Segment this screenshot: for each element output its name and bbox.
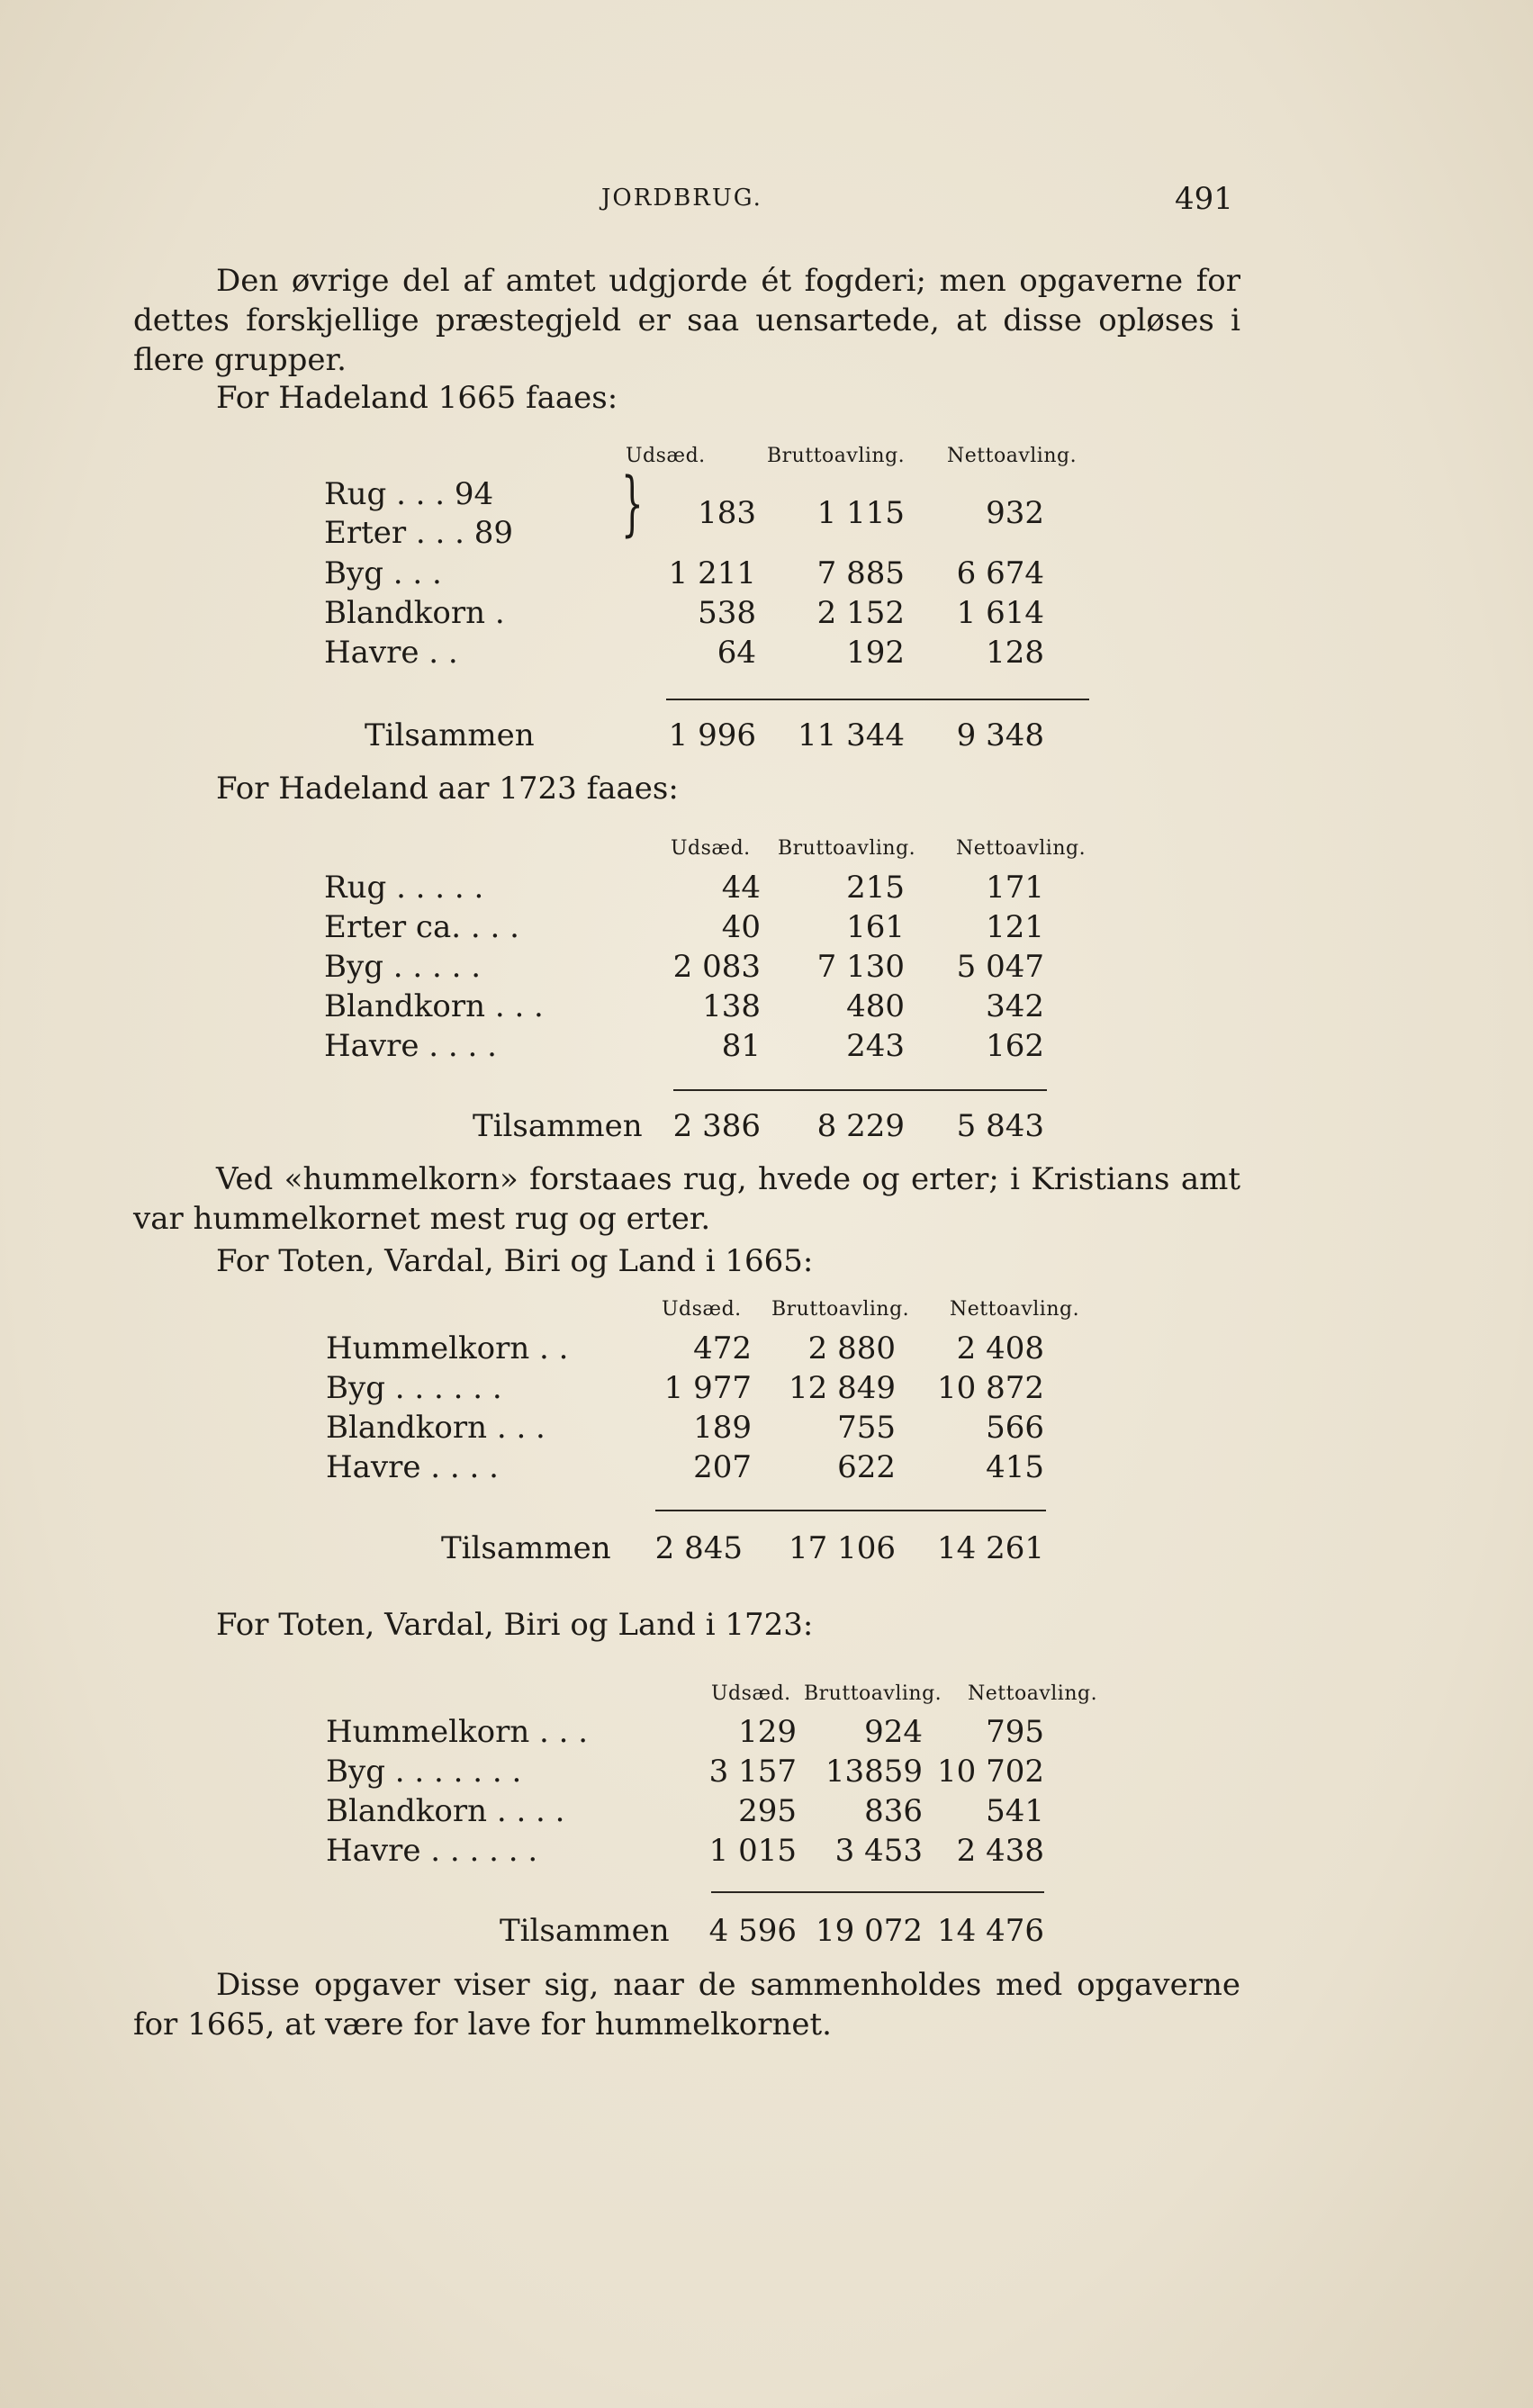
table2-total-seed: 2 386 [672, 1108, 761, 1144]
table4-header-net: Nettoavling. [968, 1682, 1098, 1705]
table4-row-hummelkorn-gross: 924 [864, 1714, 923, 1750]
table2-row-blandkorn-seed: 138 [702, 988, 761, 1024]
table2-total-net: 5 843 [956, 1108, 1044, 1144]
table4-total-net: 14 476 [937, 1913, 1044, 1949]
table1-row-havre-gross: 192 [846, 635, 905, 671]
table4-header-seed: Udsæd. [711, 1682, 791, 1705]
table1-header-seed: Udsæd. [626, 445, 706, 467]
table2-row-rug-label: Rug . . . . . [324, 870, 484, 906]
table3-total-net: 14 261 [937, 1530, 1044, 1566]
intro-paragraph [133, 261, 1240, 380]
table3-total-seed: 2 845 [654, 1530, 743, 1566]
hummelkorn-text: Ved «hummelkorn» forstaaes rug, hvede og erter; i Kristians amt var hummelkornet mest rug og erter. [133, 1161, 1240, 1237]
table3-row-havre-label: Havre . . . . [326, 1449, 499, 1485]
table1-row-havre-label: Havre . . [324, 635, 458, 671]
table1-row-byg-seed: 1 211 [668, 555, 756, 591]
table1-row-havre-seed: 64 [717, 635, 756, 671]
table2-row-erter-gross: 161 [846, 909, 905, 945]
table2-row-havre-net: 162 [986, 1028, 1044, 1064]
table1-row-byg-gross: 7 885 [816, 555, 905, 591]
table1-row-blandkorn-seed: 538 [698, 595, 756, 631]
hummelkorn-paragraph [133, 1159, 1240, 1239]
table2-row-rug-seed: 44 [721, 870, 761, 906]
table1-row-blandkorn-label: Blandkorn . [324, 595, 505, 631]
table4-row-havre-label: Havre . . . . . . [326, 1833, 538, 1869]
table1-total-seed: 1 996 [668, 717, 756, 753]
table1-brace: } [621, 464, 644, 545]
table2-header-seed: Udsæd. [671, 837, 751, 860]
table4-row-hummelkorn-seed: 129 [738, 1714, 797, 1750]
table4-row-byg-seed: 3 157 [708, 1754, 797, 1790]
table2-total-label: Tilsammen [473, 1108, 643, 1144]
table2-row-havre-label: Havre . . . . [324, 1028, 497, 1064]
table1-row-havre-net: 128 [986, 635, 1044, 671]
intro-text: Den øvrige del af amtet udgjorde ét fogderi; men opgaverne for dettes forskjellige præstegjeld er saa uensartede, at disse opløses i flere grupper. [133, 263, 1240, 378]
table1-lead: For Hadeland 1665 faaes: [216, 380, 618, 416]
table4-row-byg-label: Byg . . . . . . . [326, 1754, 522, 1790]
table4-total-seed: 4 596 [708, 1913, 797, 1949]
table1-header-net: Nettoavling. [947, 445, 1078, 467]
table3-header-gross: Bruttoavling. [771, 1298, 910, 1321]
running-head: JORDBRUG. [601, 185, 762, 212]
table3-row-hummelkorn-net: 2 408 [956, 1330, 1044, 1366]
table2-row-rug-gross: 215 [846, 870, 905, 906]
table2-row-erter-seed: 40 [721, 909, 761, 945]
table1-total-net: 9 348 [956, 717, 1044, 753]
table2-row-havre-seed: 81 [721, 1028, 761, 1064]
table4-header-gross: Bruttoavling. [804, 1682, 942, 1705]
table3-row-havre-seed: 207 [693, 1449, 752, 1485]
table3-row-blandkorn-label: Blandkorn . . . [326, 1410, 546, 1446]
table1-row-erter-label: Erter . . . 89 [324, 515, 514, 551]
table2-row-rug-net: 171 [986, 870, 1044, 906]
table2-row-byg-seed: 2 083 [672, 949, 761, 985]
table3-total-label: Tilsammen [441, 1530, 611, 1566]
table4-row-byg-net: 10 702 [937, 1754, 1044, 1790]
table3-lead: For Toten, Vardal, Biri og Land i 1665: [216, 1243, 814, 1279]
table3-row-blandkorn-net: 566 [986, 1410, 1044, 1446]
table2-row-blandkorn-label: Blandkorn . . . [324, 988, 544, 1024]
table1-combined-net: 932 [986, 495, 1044, 531]
table4-total-rule [711, 1891, 1044, 1893]
table4-row-blandkorn-gross: 836 [864, 1793, 923, 1829]
table4-row-havre-net: 2 438 [956, 1833, 1044, 1869]
table1-header-gross: Bruttoavling. [767, 445, 906, 467]
table4-row-blandkorn-label: Blandkorn . . . . [326, 1793, 565, 1829]
table2-row-byg-gross: 7 130 [816, 949, 905, 985]
table1-total-gross: 11 344 [798, 717, 905, 753]
closing-text: Disse opgaver viser sig, naar de sammenholdes med opgaverne for 1665, at være for lave for hummelkornet. [133, 1967, 1240, 2043]
table1-row-byg-net: 6 674 [956, 555, 1044, 591]
table3-row-havre-gross: 622 [837, 1449, 896, 1485]
table3-row-hummelkorn-seed: 472 [693, 1330, 752, 1366]
table3-row-byg-gross: 12 849 [789, 1370, 896, 1406]
page-header [0, 181, 1533, 221]
table4-total-label: Tilsammen [500, 1913, 670, 1949]
table1-total-label: Tilsammen [365, 717, 535, 753]
table2-total-rule [673, 1089, 1047, 1091]
table4-row-hummelkorn-label: Hummelkorn . . . [326, 1714, 589, 1750]
closing-paragraph [133, 1965, 1240, 2044]
table3-row-byg-net: 10 872 [937, 1370, 1044, 1406]
table3-total-gross: 17 106 [789, 1530, 896, 1566]
table3-header-net: Nettoavling. [950, 1298, 1080, 1321]
table1-combined-gross: 1 115 [816, 495, 905, 531]
table4-lead: For Toten, Vardal, Biri og Land i 1723: [216, 1607, 814, 1643]
table3-row-hummelkorn-label: Hummelkorn . . [326, 1330, 569, 1366]
table2-row-blandkorn-net: 342 [986, 988, 1044, 1024]
table3-header-seed: Udsæd. [662, 1298, 742, 1321]
table1-row-byg-label: Byg . . . [324, 555, 442, 591]
table4-row-havre-gross: 3 453 [834, 1833, 923, 1869]
table2-row-blandkorn-gross: 480 [846, 988, 905, 1024]
table2-row-byg-label: Byg . . . . . [324, 949, 482, 985]
table4-total-gross: 19 072 [816, 1913, 923, 1949]
table1-row-rug-label: Rug . . . 94 [324, 476, 494, 512]
table3-total-rule [655, 1510, 1046, 1511]
table1-row-blandkorn-net: 1 614 [956, 595, 1044, 631]
table2-lead: For Hadeland aar 1723 faaes: [216, 771, 679, 807]
table4-row-byg-gross: 13859 [825, 1754, 923, 1790]
table1-total-rule [666, 699, 1089, 700]
table2-row-byg-net: 5 047 [956, 949, 1044, 985]
table3-row-blandkorn-seed: 189 [693, 1410, 752, 1446]
table3-row-byg-seed: 1 977 [663, 1370, 752, 1406]
table4-row-havre-seed: 1 015 [708, 1833, 797, 1869]
table4-row-blandkorn-seed: 295 [738, 1793, 797, 1829]
table2-header-gross: Bruttoavling. [778, 837, 916, 860]
table3-row-hummelkorn-gross: 2 880 [807, 1330, 896, 1366]
table4-row-blandkorn-net: 541 [986, 1793, 1044, 1829]
table2-row-erter-label: Erter ca. . . . [324, 909, 519, 945]
table4-row-hummelkorn-net: 795 [986, 1714, 1044, 1750]
table3-row-blandkorn-gross: 755 [837, 1410, 896, 1446]
table3-row-byg-label: Byg . . . . . . [326, 1370, 502, 1406]
table2-row-havre-gross: 243 [846, 1028, 905, 1064]
table1-combined-seed: 183 [698, 495, 756, 531]
table2-row-erter-net: 121 [986, 909, 1044, 945]
page-number: 491 [1175, 181, 1233, 217]
table1-row-blandkorn-gross: 2 152 [816, 595, 905, 631]
table2-header-net: Nettoavling. [956, 837, 1087, 860]
table2-total-gross: 8 229 [816, 1108, 905, 1144]
table3-row-havre-net: 415 [986, 1449, 1044, 1485]
